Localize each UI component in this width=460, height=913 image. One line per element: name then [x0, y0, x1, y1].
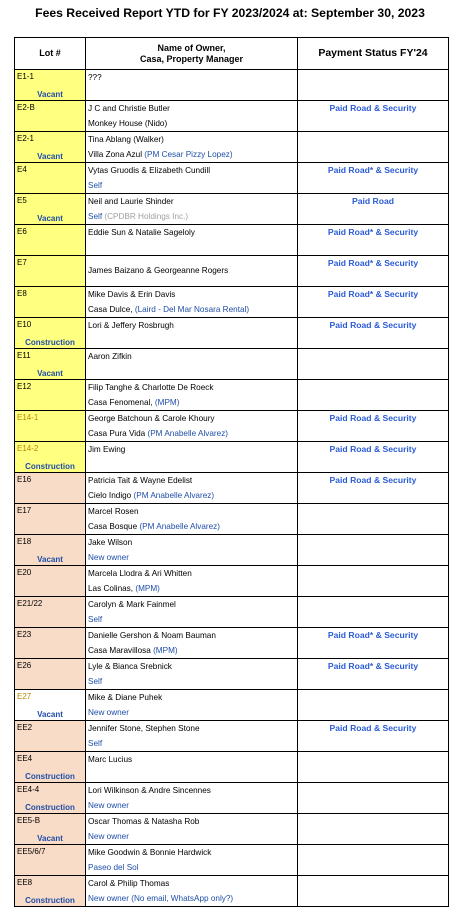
lot-cell — [15, 472, 86, 503]
casa-name: Casa Pura Vida — [88, 428, 148, 438]
lot-number: EE5-B — [17, 815, 41, 825]
lot-number: E2-B — [17, 103, 35, 112]
casa-line — [88, 550, 297, 565]
lot-number: E4 — [17, 165, 27, 174]
owner-cell — [86, 256, 298, 287]
lot-cell — [15, 194, 86, 225]
casa-name: James Baizano & Georgeanne Rogers — [88, 266, 229, 275]
lot-number: E17 — [17, 505, 32, 515]
lot-cell — [15, 132, 86, 163]
table-row — [15, 844, 449, 875]
lot-number: E18 — [17, 536, 32, 546]
lot-cell — [15, 658, 86, 689]
table-row — [15, 875, 449, 906]
payment-status — [298, 689, 449, 720]
casa-name: Casa Dulce, — [88, 304, 135, 314]
casa-line — [88, 736, 297, 751]
lot-cell — [15, 689, 86, 720]
property-manager: (PM Anabelle Alvarez) — [147, 428, 229, 438]
casa-line — [88, 674, 297, 689]
lot-number: E16 — [17, 474, 32, 484]
table-row — [15, 101, 449, 132]
casa-name: Monkey House (Nido) — [88, 119, 168, 128]
table-row — [15, 132, 449, 163]
property-manager: Self — [88, 212, 103, 221]
fees-table — [14, 37, 449, 907]
table-row — [15, 596, 449, 627]
lot-cell — [15, 534, 86, 565]
property-manager: New owner (No email, WhatsApp only?) — [88, 893, 234, 903]
report-title: Fees Received Report YTD for FY 2023/2024 at: September 30, 2023 — [35, 6, 425, 20]
table-row — [15, 689, 449, 720]
owner-name: Vytas Gruodis & Elizabeth Cundill — [88, 166, 211, 175]
holding-company: (CPDBR Holdings Inc.) — [102, 212, 189, 221]
lot-cell — [15, 286, 86, 317]
table-body — [15, 70, 449, 907]
casa-line — [88, 457, 297, 472]
owner-name: Mike Davis & Erin Davis — [88, 289, 176, 299]
lot-cell — [15, 410, 86, 441]
casa-line — [88, 643, 297, 658]
payment-status — [298, 70, 449, 101]
lot-cell — [15, 379, 86, 410]
lot-status: Construction — [25, 771, 75, 781]
table-row — [15, 348, 449, 379]
lot-status: Vacant — [37, 709, 63, 719]
payment-status: Paid Road* & Security — [298, 627, 449, 658]
owner-cell — [86, 379, 298, 410]
table-row — [15, 441, 449, 472]
lot-cell — [15, 101, 86, 132]
owner-cell — [86, 317, 298, 348]
casa-line — [88, 116, 297, 131]
owner-name: Jennifer Stone, Stephen Stone — [88, 723, 200, 733]
table-row — [15, 317, 449, 348]
lot-cell — [15, 596, 86, 627]
lot-cell — [15, 844, 86, 875]
table-row — [15, 286, 449, 317]
owner-name: Carolyn & Mark Fainmel — [88, 599, 176, 609]
owner-cell — [86, 410, 298, 441]
owner-name: Oscar Thomas & Natasha Rob — [88, 816, 200, 826]
name-column-header — [86, 38, 298, 70]
casa-name: Casa Fenomenal, — [88, 397, 155, 407]
owner-cell — [86, 844, 298, 875]
lot-cell — [15, 627, 86, 658]
lot-cell — [15, 317, 86, 348]
owner-name: J C and Christie Butler — [88, 104, 170, 113]
lot-cell — [15, 813, 86, 844]
table-row — [15, 472, 449, 503]
owner-cell — [86, 782, 298, 813]
table-header-row — [15, 38, 449, 70]
casa-line — [88, 829, 297, 844]
property-manager: Paseo del Sol — [88, 862, 139, 872]
casa-line — [88, 302, 297, 317]
owner-cell — [86, 751, 298, 782]
owner-cell — [86, 225, 298, 256]
lot-status: Construction — [25, 337, 75, 347]
casa-line — [88, 85, 297, 100]
name-header-line2: Casa, Property Manager — [139, 53, 244, 64]
property-manager: Self — [88, 676, 103, 686]
lot-number: E11 — [17, 350, 31, 360]
lot-status: Construction — [25, 895, 75, 905]
owner-name: Jim Ewing — [88, 444, 126, 454]
casa-name: Casa Maravillosa — [88, 645, 154, 655]
lot-number: E1-1 — [17, 72, 34, 81]
lot-number: E21/22 — [17, 598, 43, 608]
casa-line — [88, 426, 297, 441]
payment-status: Paid Road & Security — [298, 720, 449, 751]
lot-number: E14-1 — [17, 412, 39, 422]
table-row — [15, 379, 449, 410]
status-column-header: Payment Status FY'24 — [298, 38, 449, 70]
table-row — [15, 565, 449, 596]
payment-status — [298, 534, 449, 565]
lot-number: E10 — [17, 319, 32, 329]
owner-name: George Batchoun & Carole Khoury — [88, 413, 215, 423]
property-manager: Self — [88, 181, 103, 190]
owner-cell — [86, 348, 298, 379]
owner-name: Marcela Llodra & Ari Whitten — [88, 568, 192, 578]
payment-status — [298, 132, 449, 163]
lot-cell — [15, 503, 86, 534]
owner-cell — [86, 286, 298, 317]
payment-status: Paid Road & Security — [298, 101, 449, 132]
property-manager: Self — [88, 614, 103, 624]
lot-status: Vacant — [37, 152, 63, 161]
owner-cell — [86, 194, 298, 225]
casa-line — [88, 705, 297, 720]
payment-status: Paid Road & Security — [298, 472, 449, 503]
casa-line — [88, 860, 297, 875]
lot-number: EE2 — [17, 722, 33, 732]
lot-cell — [15, 225, 86, 256]
lot-status: Vacant — [37, 368, 63, 378]
owner-name: Patricia Tait & Wayne Edelist — [88, 475, 193, 485]
owner-cell — [86, 658, 298, 689]
table-row — [15, 751, 449, 782]
property-manager: New owner — [88, 707, 129, 717]
owner-cell — [86, 472, 298, 503]
lot-status: Construction — [25, 461, 75, 471]
lot-number: E27 — [17, 691, 32, 701]
lot-status: Vacant — [37, 554, 63, 564]
owner-cell — [86, 875, 298, 906]
table-row — [15, 534, 449, 565]
property-manager: (MPM) — [135, 583, 160, 593]
owner-name: Mike Goodwin & Bonnie Hardwick — [88, 847, 212, 857]
payment-status: Paid Road & Security — [298, 317, 449, 348]
lot-number: E23 — [17, 629, 32, 639]
property-manager: (Laird - Del Mar Nosara Rental) — [134, 304, 250, 314]
owner-name: Lori & Jeffery Rosbrugh — [88, 320, 174, 330]
lot-status: Vacant — [37, 214, 63, 223]
casa-line — [88, 147, 297, 162]
payment-status: Paid Road* & Security — [298, 658, 449, 689]
property-manager: (PM Anabelle Alvarez) — [133, 490, 215, 500]
payment-status — [298, 379, 449, 410]
owner-cell — [86, 441, 298, 472]
lot-number: E12 — [17, 381, 32, 391]
lot-cell — [15, 720, 86, 751]
payment-status: Paid Road* & Security — [298, 225, 449, 256]
casa-line — [88, 395, 297, 410]
lot-cell — [15, 782, 86, 813]
lot-cell — [15, 70, 86, 101]
table-row — [15, 782, 449, 813]
casa-line — [88, 519, 297, 534]
casa-name: Villa Zona Azul — [88, 150, 145, 159]
owner-cell — [86, 813, 298, 844]
property-manager: Self — [88, 738, 103, 748]
owner-name: Filip Tanghe & Charlotte De Roeck — [88, 382, 214, 392]
owner-cell — [86, 534, 298, 565]
casa-line — [88, 178, 297, 193]
table-row — [15, 658, 449, 689]
table-row — [15, 194, 449, 225]
lot-status: Construction — [25, 802, 75, 812]
owner-name: Danielle Gershon & Noam Bauman — [88, 630, 216, 640]
lot-cell — [15, 441, 86, 472]
payment-status — [298, 875, 449, 906]
lot-number: E6 — [17, 227, 27, 236]
casa-name: Las Colinas, — [88, 583, 136, 593]
table-row — [15, 720, 449, 751]
owner-name: ??? — [88, 73, 102, 82]
property-manager: (MPM) — [154, 397, 180, 407]
name-header-line1: Name of Owner, — [157, 42, 226, 53]
owner-name: Lyle & Bianca Srebnick — [88, 661, 172, 671]
casa-line — [88, 209, 297, 224]
owner-name: Mike & Diane Puhek — [88, 692, 163, 702]
payment-status: Paid Road* & Security — [298, 163, 449, 194]
casa-line — [88, 581, 297, 596]
table-row — [15, 627, 449, 658]
owner-name — [88, 256, 297, 263]
table-row — [15, 70, 449, 101]
lot-cell — [15, 875, 86, 906]
payment-status: Paid Road & Security — [298, 441, 449, 472]
lot-status: Vacant — [37, 833, 63, 843]
property-manager: New owner — [88, 552, 129, 562]
owner-cell — [86, 565, 298, 596]
lot-number: EE8 — [17, 877, 33, 887]
table-row — [15, 503, 449, 534]
payment-status: Paid Road & Security — [298, 410, 449, 441]
owner-cell — [86, 503, 298, 534]
property-manager: New owner — [88, 800, 129, 810]
lot-column-header: Lot # — [15, 38, 86, 70]
owner-cell — [86, 627, 298, 658]
table-row — [15, 410, 449, 441]
lot-status: Vacant — [37, 90, 63, 99]
owner-name: Neil and Laurie Shinder — [88, 197, 174, 206]
lot-number: E5 — [17, 196, 27, 205]
casa-name: Cielo Indigo — [88, 490, 134, 500]
lot-number: EE4-4 — [17, 784, 40, 794]
casa-line — [88, 364, 297, 379]
payment-status: Paid Road* & Security — [298, 286, 449, 317]
lot-number: EE5/6/7 — [17, 846, 46, 856]
owner-name: Lori Wilkinson & Andre Sincennes — [88, 785, 211, 795]
payment-status — [298, 813, 449, 844]
owner-cell — [86, 596, 298, 627]
owner-cell — [86, 101, 298, 132]
property-manager: (PM Anabelle Alvarez) — [139, 521, 220, 531]
owner-name: Tina Ablang (Walker) — [88, 135, 164, 144]
owner-name: Carol & Philip Thomas — [88, 878, 170, 888]
lot-number: E26 — [17, 660, 32, 670]
lot-number: EE4 — [17, 753, 33, 763]
lot-number: E20 — [17, 567, 32, 577]
property-manager: (MPM) — [153, 645, 178, 655]
lot-cell — [15, 751, 86, 782]
owner-name: Eddie Sun & Natalie Sageloly — [88, 228, 195, 237]
table-row — [15, 225, 449, 256]
casa-name: Casa Bosque — [88, 521, 140, 531]
table-row — [15, 256, 449, 287]
property-manager: (PM Cesar Pizzy Lopez) — [144, 150, 233, 159]
owner-cell — [86, 720, 298, 751]
payment-status: Paid Road — [298, 194, 449, 225]
owner-name: Marcel Rosen — [88, 506, 139, 516]
owner-cell — [86, 70, 298, 101]
owner-cell — [86, 689, 298, 720]
owner-name: Jake Wilson — [88, 537, 133, 547]
payment-status: Paid Road* & Security — [298, 256, 449, 287]
payment-status — [298, 565, 449, 596]
owner-cell — [86, 132, 298, 163]
lot-number: E2-1 — [17, 134, 34, 143]
casa-line — [88, 891, 297, 906]
lot-cell — [15, 256, 86, 287]
table-row — [15, 813, 449, 844]
casa-line — [88, 767, 297, 782]
casa-line — [88, 488, 297, 503]
table-row — [15, 163, 449, 194]
payment-status — [298, 751, 449, 782]
property-manager: New owner — [88, 831, 129, 841]
lot-number: E8 — [17, 288, 27, 298]
owner-name: Marc Lucius — [88, 754, 133, 764]
payment-status — [298, 596, 449, 627]
casa-line — [88, 263, 297, 278]
payment-status — [298, 503, 449, 534]
owner-cell — [86, 163, 298, 194]
casa-line — [88, 240, 297, 255]
payment-status — [298, 844, 449, 875]
payment-status — [298, 348, 449, 379]
casa-line — [88, 333, 297, 348]
payment-status — [298, 782, 449, 813]
lot-number: E14-2 — [17, 443, 39, 453]
casa-line — [88, 798, 297, 813]
casa-line — [88, 612, 297, 627]
owner-name: Aaron Zifkin — [88, 351, 132, 361]
lot-cell — [15, 565, 86, 596]
lot-cell — [15, 348, 86, 379]
lot-cell — [15, 163, 86, 194]
lot-number: E7 — [17, 258, 27, 267]
